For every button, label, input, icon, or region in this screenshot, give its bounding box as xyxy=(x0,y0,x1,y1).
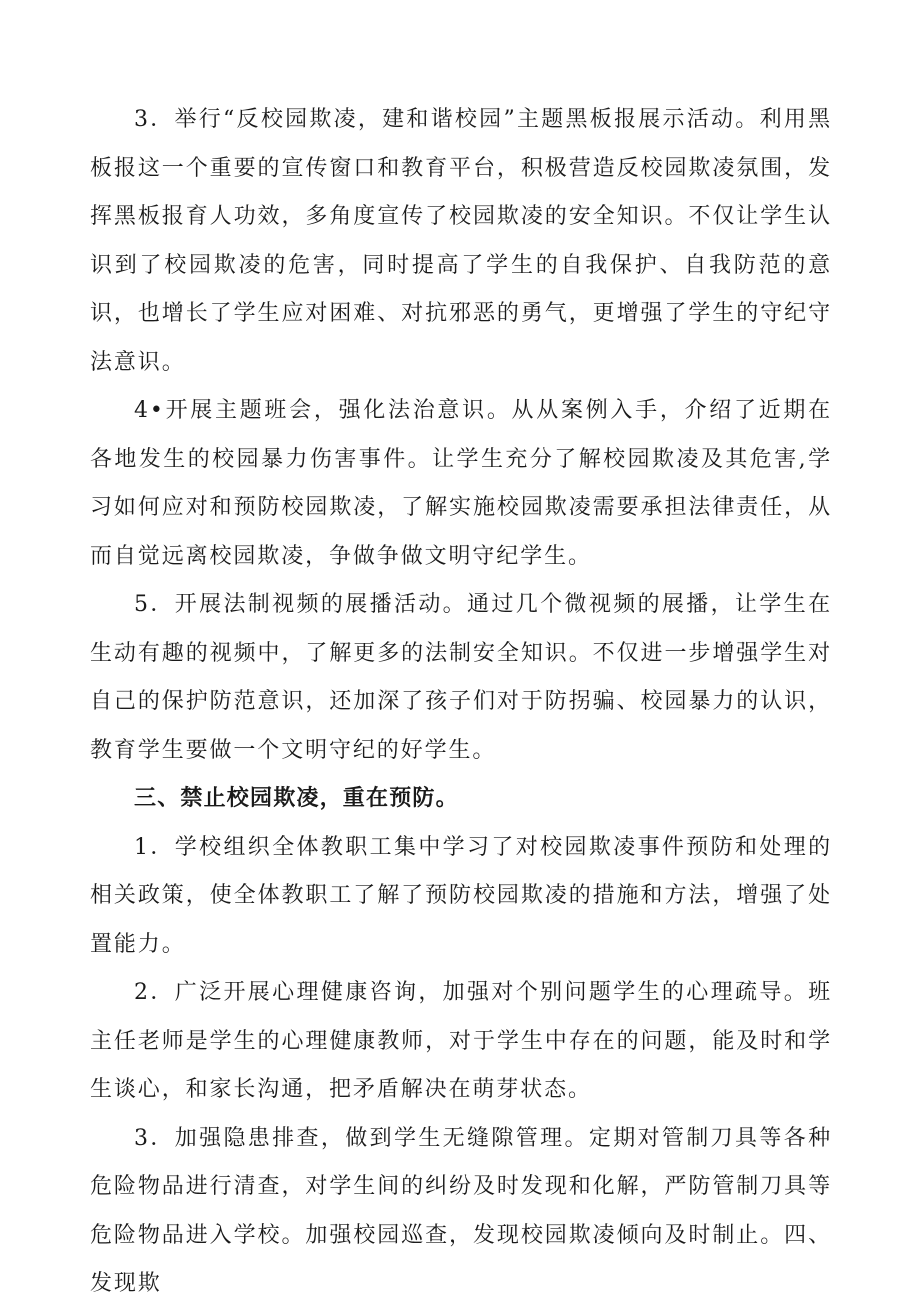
paragraph-video-activity: 5．开展法制视频的展播活动。通过几个微视频的展播，让学生在生动有趣的视频中，了解更多的法制安全知识。不仅进一步增强学生对自己的保护防范意识，还加深了孩子们对于防拐骗、校园暴力的认识，教育学生要做一个文明守纪的好学生。 xyxy=(90,592,832,763)
paragraph-counseling: 2．广泛开展心理健康咨询，加强对个别问题学生的心理疏导。班主任老师是学生的心理健康教师，对于学生中存在的问题，能及时和学生谈心，和家长沟通，把矛盾解决在萌芽状态。 xyxy=(90,980,832,1102)
section-heading-prevention: 三、禁止校园欺凌，重在预防。 xyxy=(134,786,459,811)
paragraph-class-meeting: 4•开展主题班会，强化法治意识。从从案例入手，介绍了近期在各地发生的校园暴力伤害事件。让学生充分了解校园欺凌及其危害,学习如何应对和预防校园欺凌，了解实施校园欺凌需要承担法律责任，从而自觉远离校园欺凌，争做争做文明守纪学生。 xyxy=(90,398,832,569)
paragraph-hazard-inspection: 3．加强隐患排查，做到学生无缝隙管理。定期对管制刀具等各种危险物品进行清查，对学生间的纠纷及时发现和化解，严防管制刀具等危险物品进入学校。加强校园巡查，发现校园欺凌倾向及时制止。四、发现欺 xyxy=(90,1125,832,1296)
paragraph-blackboard-activity: 3．举行“反校园欺凌，建和谐校园”主题黑板报展示活动。利用黑板报这一个重要的宣传窗口和教育平台，积极营造反校园欺凌氛围，发挥黑板报育人功效，多角度宣传了校园欺凌的安全知识。不仅让学生认识到了校园欺凌的危害，同时提高了学生的自我保护、自我防范的意识，也增长了学生应对困难、对抗邪恶的勇气，更增强了学生的守纪守法意识。 xyxy=(90,107,832,375)
paragraph-staff-training: 1．学校组织全体教职工集中学习了对校园欺凌事件预防和处理的相关政策，使全体教职工了解了预防校园欺凌的措施和方法，增强了处置能力。 xyxy=(90,834,832,957)
